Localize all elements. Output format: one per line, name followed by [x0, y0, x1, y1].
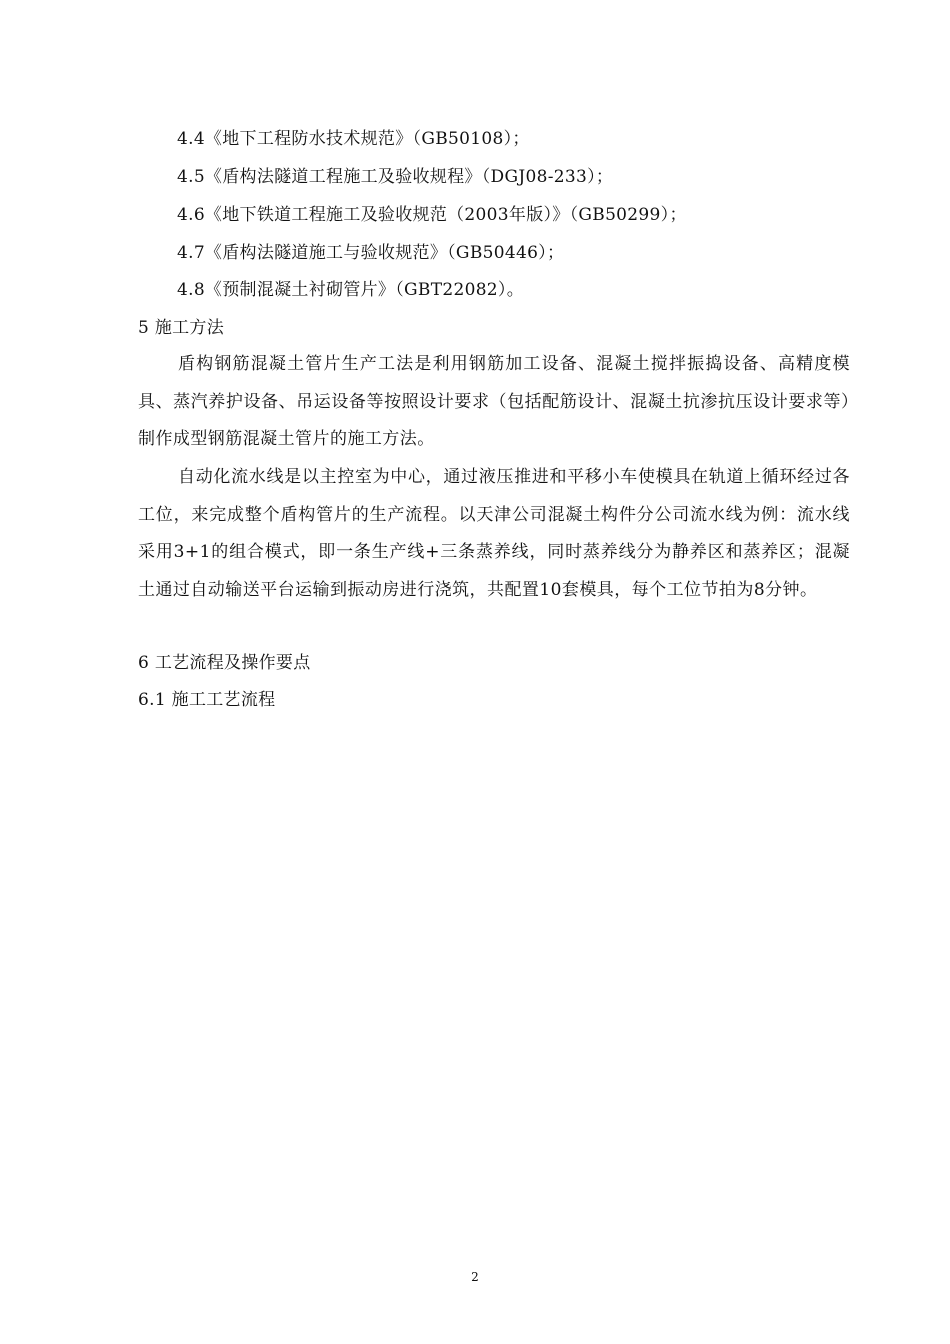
- reference-item: 4.5《盾构法隧道工程施工及验收规程》（DGJ08-233）；: [177, 167, 614, 187]
- page-number: 2: [471, 1270, 479, 1284]
- body-paragraph: 盾构钢筋混凝土管片生产工法是利用钢筋加工设备、混凝土搅拌振捣设备、高精度模具、蒸汽养护设备、吊运设备等按照设计要求（包括配筋设计、混凝土抗渗抗压设计要求等）制作成型钢筋混凝土管片的施工方法。: [138, 354, 850, 449]
- reference-item: 4.8《预制混凝土衬砌管片》（GBT22082）。: [177, 280, 525, 300]
- reference-item: 4.6《地下铁道工程施工及验收规范（2003年版）》（GB50299）；: [177, 205, 687, 225]
- section-heading: 6 工艺流程及操作要点: [138, 653, 311, 673]
- body-paragraph: 自动化流水线是以主控室为中心，通过液压推进和平移小车使模具在轨道上循环经过各工位，来完成整个盾构管片的生产流程。以天津公司混凝土构件分公司流水线为例：流水线采用3+1的组合模式，即一条生产线+三条蒸养线，同时蒸养线分为静养区和蒸养区；混凝土通过自动输送平台运输到振动房进行浇筑，共配置10套模具，每个工位节拍为8分钟。: [138, 467, 850, 600]
- reference-item: 4.7《盾构法隧道施工与验收规范》（GB50446）；: [177, 243, 565, 263]
- reference-item: 4.4《地下工程防水技术规范》（GB50108）；: [177, 129, 530, 149]
- subsection-heading: 6.1 施工工艺流程: [138, 690, 276, 710]
- section-heading: 5 施工方法: [138, 318, 225, 338]
